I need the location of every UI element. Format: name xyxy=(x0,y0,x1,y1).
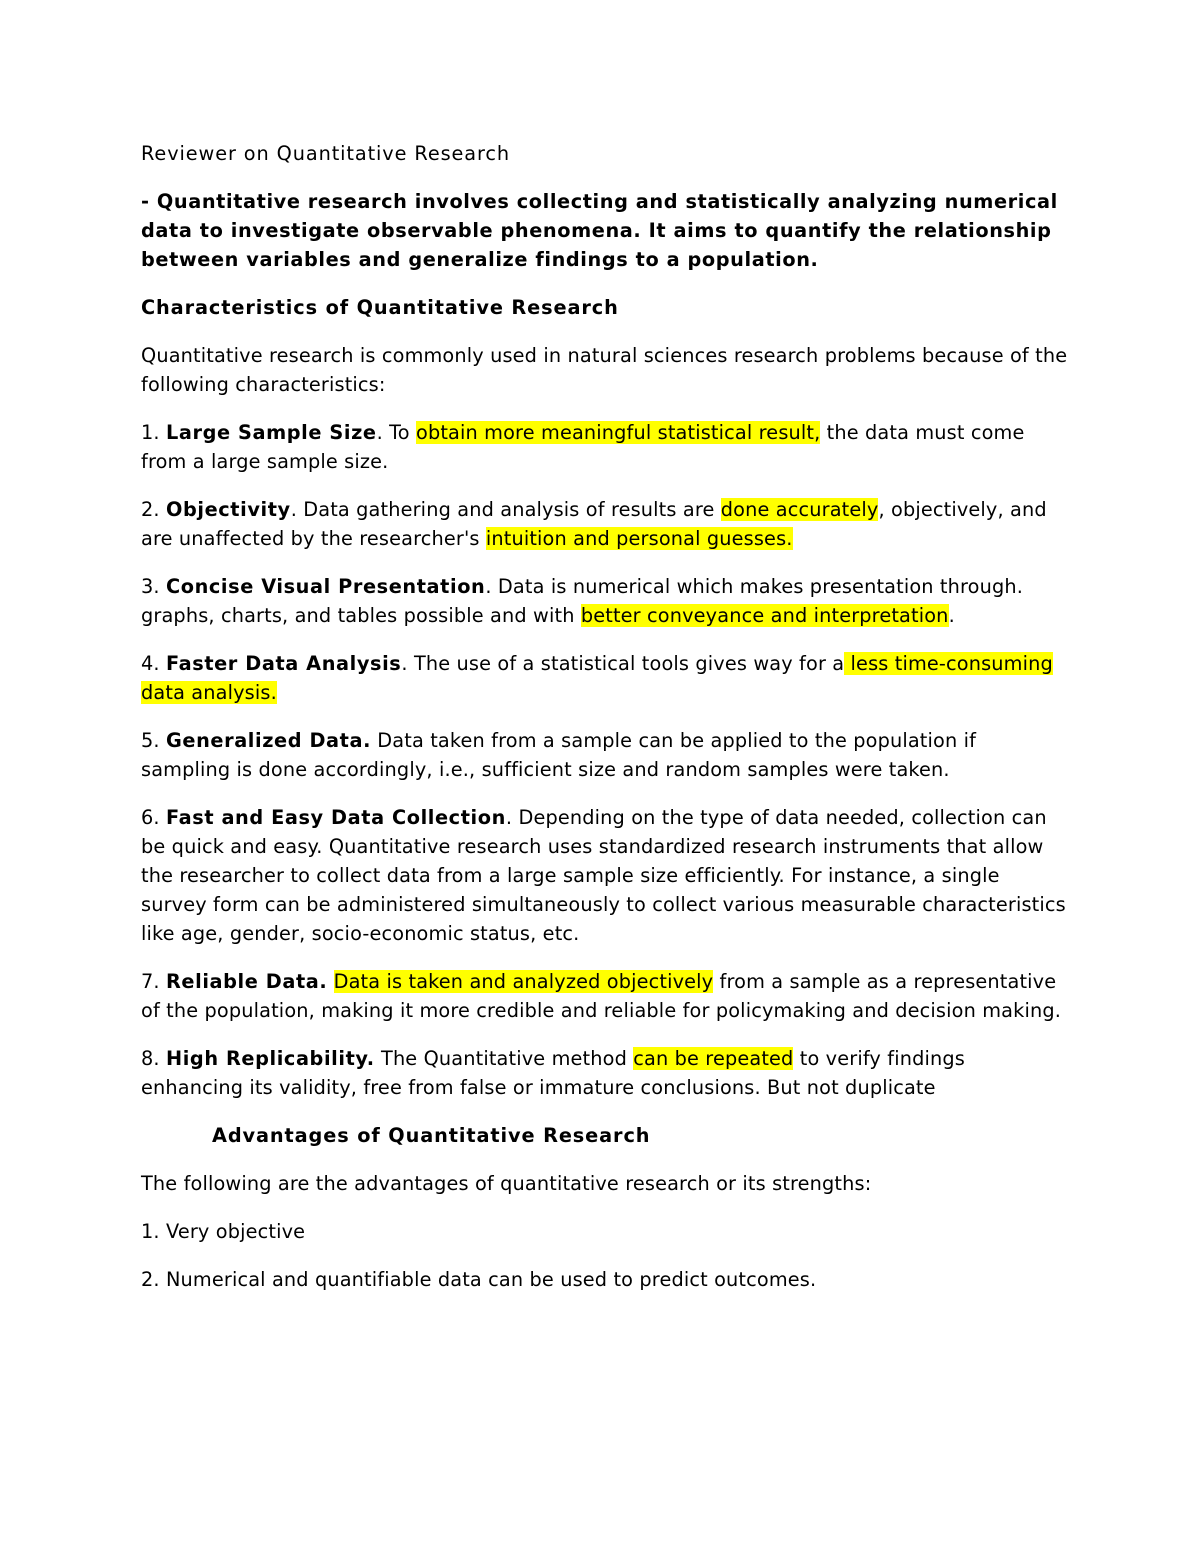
characteristic-item xyxy=(141,726,1071,784)
characteristics-lead: Quantitative research is commonly used in natural sciences research problems because of the following characteristics: xyxy=(141,344,1068,396)
advantages-heading: Advantages of Quantitative Research xyxy=(212,1124,651,1147)
item-text xyxy=(327,970,333,993)
characteristic-item xyxy=(141,572,1071,630)
item-term: Generalized Data. xyxy=(165,729,372,752)
highlighted-text: done accurately xyxy=(720,498,879,521)
highlighted-text: intuition and personal guesses. xyxy=(485,527,793,550)
item-text: to verify findings enhancing its validity, free from false or immature conclusions. But not duplicate xyxy=(141,1047,965,1099)
intro-paragraph: - Quantitative research involves collecting and statistically analyzing numerical data to investigate observable phenomena. It aims to quantify the relationship between variables and generalize findings to a population. xyxy=(141,190,1058,271)
item-number: 5. xyxy=(141,729,166,752)
item-number: 2. xyxy=(141,498,166,521)
item-term: Concise Visual Presentation xyxy=(165,575,486,598)
item-term: Fast and Easy Data Collection xyxy=(165,806,506,829)
highlighted-text: can be repeated xyxy=(633,1047,794,1070)
item-term: High Replicability. xyxy=(165,1047,375,1070)
characteristic-item xyxy=(141,1044,1071,1102)
item-term: Reliable Data. xyxy=(165,970,328,993)
item-text: . To xyxy=(376,421,417,444)
item-number: 4. xyxy=(141,652,166,675)
item-number: 3. xyxy=(141,575,166,598)
item-text: . Depending on the type of data needed, collection can be quick and easy. Quantitative research uses standardized research instruments that allow the researcher to collect data from a large sample size efficiently. For instance, a single survey form can be administered simultaneously to collect various measurable characteristics like age, gender, socio-economic status, etc. xyxy=(141,806,1066,945)
item-text: from a sample as a representative of the population, making it more credible and reliable for policymaking and decision making. xyxy=(141,970,1061,1022)
item-number: 6. xyxy=(141,806,166,829)
item-number: 1. xyxy=(141,421,166,444)
highlighted-text: less time-consuming data analysis. xyxy=(141,652,1053,704)
characteristics-heading: Characteristics of Quantitative Research xyxy=(141,296,619,319)
document-title: Reviewer on Quantitative Research xyxy=(141,142,511,165)
document-page xyxy=(141,139,1071,1313)
highlighted-text: better conveyance and interpretation xyxy=(580,604,949,627)
advantage-item: 2. Numerical and quantifiable data can be used to predict outcomes. xyxy=(141,1268,817,1291)
item-number: 7. xyxy=(141,970,166,993)
characteristic-item xyxy=(141,495,1071,553)
advantage-item: 1. Very objective xyxy=(141,1220,306,1243)
item-text: . Data gathering and analysis of results are xyxy=(290,498,721,521)
characteristic-item xyxy=(141,418,1071,476)
characteristic-item xyxy=(141,967,1071,1025)
item-text: Data taken from a sample can be applied to the population if sampling is done accordingly, i.e., sufficient size and random samples were taken. xyxy=(141,729,977,781)
characteristic-item xyxy=(141,803,1071,948)
item-text: . The use of a statistical tools gives way for a xyxy=(401,652,845,675)
item-number: 8. xyxy=(141,1047,166,1070)
characteristic-item xyxy=(141,649,1071,707)
item-text: . Data is numerical which makes presentation through. graphs, charts, and tables possible and with xyxy=(141,575,1024,627)
highlighted-text: obtain more meaningful statistical result, xyxy=(416,421,821,444)
item-term: Objectivity xyxy=(165,498,291,521)
item-term: Large Sample Size xyxy=(165,421,377,444)
item-text: The Quantitative method xyxy=(374,1047,634,1070)
item-text: , objectively, and are unaffected by the researcher's xyxy=(141,498,1047,550)
highlighted-text: Data is taken and analyzed objectively xyxy=(333,970,714,993)
advantages-lead: The following are the advantages of quantitative research or its strengths: xyxy=(141,1172,872,1195)
item-text: the data must come from a large sample size. xyxy=(141,421,1025,473)
item-text: . xyxy=(948,604,955,627)
item-term: Faster Data Analysis xyxy=(165,652,402,675)
